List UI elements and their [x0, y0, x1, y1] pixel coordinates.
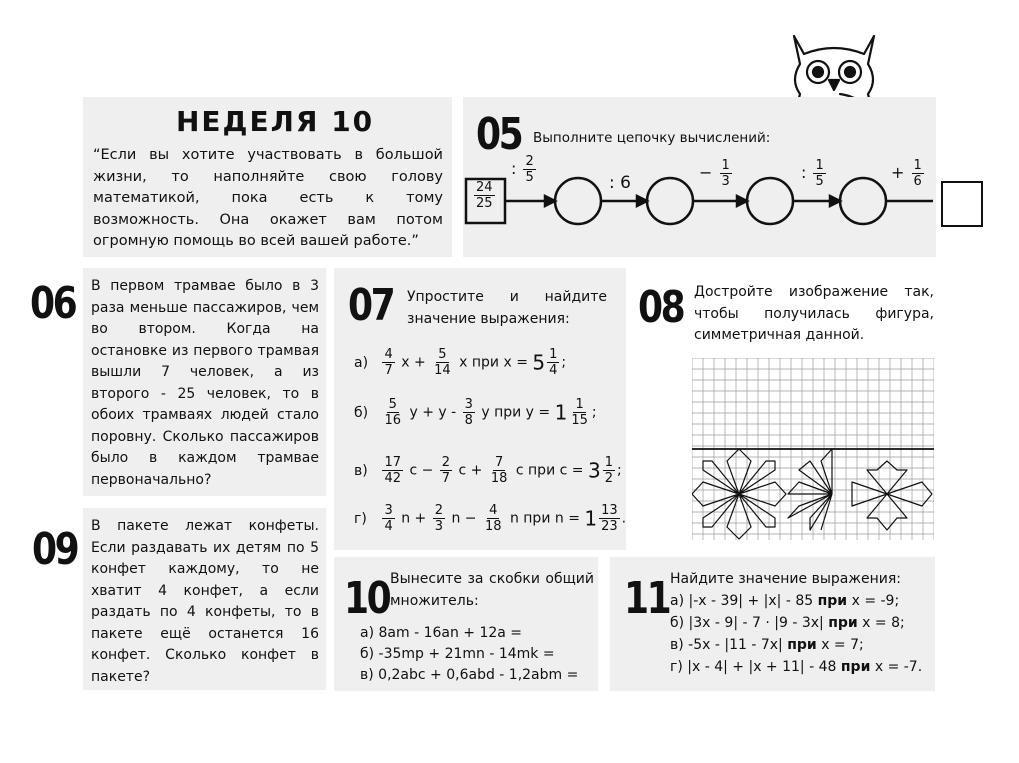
frac-den: 4 [384, 519, 393, 534]
frac-den: 14 [434, 363, 451, 378]
frac-den: 7 [441, 471, 451, 486]
chain-start-den: 25 [476, 196, 493, 211]
task-11-item-d [670, 659, 922, 675]
op-sign: − [699, 163, 713, 182]
task-10-number: 10 [344, 573, 390, 624]
frac-den: 16 [384, 413, 401, 428]
task-07-item-b [354, 398, 597, 427]
frac-den: 3 [434, 519, 443, 534]
val: x = 8; [862, 615, 905, 631]
task-06-number: 06 [30, 278, 76, 329]
var: x [401, 354, 410, 371]
frac-num: 3 [384, 503, 393, 518]
frac-den: 8 [464, 413, 473, 428]
item-label: а) [354, 354, 369, 371]
whole: 3 [587, 458, 601, 483]
val: x = -7. [874, 659, 923, 675]
frac-den: 2 [604, 471, 613, 486]
frac-num: 4 [384, 347, 393, 362]
op-den: 6 [913, 174, 922, 189]
task-09-text: В пакете лежат конфеты. Если раздавать их детям по 5 конфет каждому, то не хватит 4 конфет, а если раздать по 4 конфеты, то в пакете ещё останется 16 конфет. Сколько конфет в пакете? [91, 518, 319, 685]
var: x [459, 354, 468, 371]
frac-den: 23 [601, 519, 618, 534]
cond: при [817, 593, 848, 609]
frac-num: 1 [575, 397, 584, 412]
frac-den: 4 [549, 363, 558, 378]
frac-num: 4 [489, 503, 498, 518]
frac-num: 2 [434, 503, 443, 518]
page-title: НЕДЕЛЯ 10 [176, 105, 375, 138]
frac-num: 13 [601, 503, 618, 518]
op-sign: : [609, 173, 615, 193]
frac-num: 17 [384, 455, 401, 470]
cond: при [787, 637, 817, 653]
task-11-number: 11 [624, 573, 670, 624]
task-05-text: Выполните цепочку вычислений: [533, 130, 771, 146]
chain-op-4 [801, 159, 828, 188]
frac-num: 1 [549, 347, 558, 362]
chain-op-5 [891, 159, 926, 188]
task-11-item-b [670, 615, 905, 631]
expr: в) -5x - |11 - 7x| [670, 637, 783, 653]
task-09-card [83, 508, 326, 690]
frac-den: 18 [484, 519, 502, 534]
cond: при [840, 659, 871, 675]
chain-op-3 [699, 159, 734, 188]
item-label: г) [354, 510, 367, 527]
var: n + [401, 510, 427, 527]
condition: при y = [494, 404, 551, 421]
expr: а) |-x - 39| + |x| - 85 [670, 593, 814, 609]
item-label: в) [354, 462, 368, 479]
whole: 1 [584, 506, 598, 531]
op-num: 1 [721, 158, 730, 173]
task-11-item-a [670, 593, 899, 609]
op-whole: 6 [620, 173, 631, 193]
task-11-card [610, 557, 935, 691]
frac-num: 5 [388, 397, 397, 412]
op-sign: + [891, 163, 905, 182]
sign: + [413, 354, 426, 371]
task-09-number: 09 [32, 524, 78, 575]
task-11-text: Найдите значение выражения: [670, 571, 901, 587]
whole: 1 [554, 400, 568, 425]
frac-num: 7 [495, 455, 504, 470]
expr: б) |3x - 9| - 7 · |9 - 3x| [670, 615, 824, 631]
frac-den: 42 [384, 471, 401, 486]
symmetry-grid [692, 358, 934, 540]
var: c + [458, 462, 483, 479]
var: c [515, 462, 524, 479]
cond: при [828, 615, 858, 631]
chain-op-1 [511, 155, 538, 184]
header-quote: “Если вы хотите участвовать в большой жизни, то наполняйте свою голову математикой, пока есть к тому возможность. Она окажет вам потом огромную помощь во всей вашей работе.” [93, 147, 443, 249]
op-sign: : [801, 163, 807, 182]
op-num: 1 [913, 158, 922, 173]
condition: при c = [528, 462, 584, 479]
var: n − [451, 510, 477, 527]
task-07-item-a [354, 348, 566, 377]
expr: г) |x - 4| + |x + 11| - 48 [670, 659, 837, 675]
frac-den: 7 [384, 363, 393, 378]
frac-num: 2 [441, 455, 451, 470]
var: c − [409, 462, 434, 479]
var: n [509, 510, 519, 527]
task-08-number: 08 [638, 282, 684, 333]
end: . [621, 510, 627, 527]
chain-answer-box[interactable] [941, 181, 983, 227]
task-11-item-c [670, 637, 864, 653]
op-sign: : [511, 159, 517, 178]
task-06-text: В первом трамвае было в 3 раза меньше пассажиров, чем во втором. Когда на остановке из первого трамвая вышли 7 человек, а из второго - 25 человек, то в обоих трамваях людей стало поровну. Сколько пассажиров было в каждом трамвае первоначально? [91, 278, 319, 488]
task-08-text: Достройте изображение так, чтобы получилась фигура, симметричная данной. [694, 284, 934, 343]
task-07-text: Упростите и найдите значение выражения: [407, 289, 607, 327]
task-10-card [334, 557, 598, 691]
item-label: б) [354, 404, 369, 421]
end: ; [561, 354, 567, 371]
whole: 5 [532, 350, 546, 375]
chain-start-num: 24 [476, 180, 493, 195]
op-num: 1 [815, 158, 824, 173]
end: ; [616, 462, 622, 479]
task-07-card [334, 268, 626, 550]
var: y [481, 404, 490, 421]
val: x = -9; [851, 593, 900, 609]
task-07-item-c [354, 456, 622, 485]
task-10-item-b: б) -35mp + 21mn - 14mk = [360, 646, 555, 662]
task-07-item-d [354, 504, 626, 533]
op-den: 3 [721, 174, 730, 189]
var: y + y - [409, 404, 457, 421]
frac-num: 3 [464, 397, 473, 412]
val: x = 7; [821, 637, 864, 653]
op-den: 5 [525, 170, 534, 185]
header-card [83, 97, 452, 257]
end: ; [591, 404, 597, 421]
frac-num: 1 [604, 455, 613, 470]
task-07-number: 07 [348, 280, 394, 331]
task-05-number: 05 [476, 109, 522, 160]
frac-den: 18 [490, 471, 508, 486]
condition: при n = [523, 510, 580, 527]
condition: при x = [471, 354, 528, 371]
chain-op-2 [609, 173, 631, 193]
task-10-item-c: в) 0,2abc + 0,6abd - 1,2abm = [360, 667, 579, 683]
chain-start [474, 181, 495, 210]
op-den: 5 [815, 174, 824, 189]
task-10-item-a: а) 8am - 16an + 12a = [360, 625, 523, 641]
frac-den: 15 [571, 413, 588, 428]
task-10-text: Вынесите за скобки общий множитель: [390, 571, 594, 609]
task-05-card [463, 97, 936, 257]
task-06-card [83, 268, 326, 496]
op-num: 2 [525, 154, 534, 169]
frac-num: 5 [438, 347, 447, 362]
